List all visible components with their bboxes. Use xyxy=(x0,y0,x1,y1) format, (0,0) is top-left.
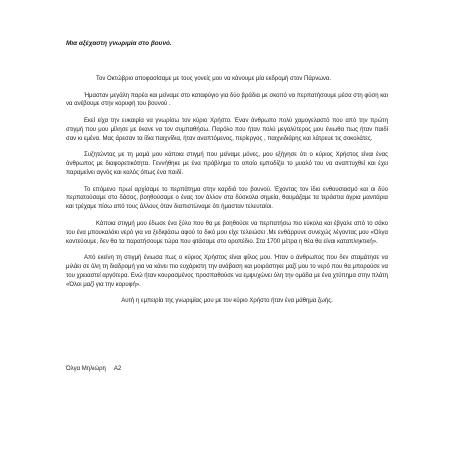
signature xyxy=(66,366,121,372)
paragraph-5: Το επόμενο πρωί αρχίσαμε το περπάτημα στην καρδιά του βουνού. Έχοντας τον ίδιο ενθουσιασμό και οι δύο περπατούσαμε στο δάσος, βοηθούσαμε ο ένας τον άλλον στα δύσκολα σημεία, θαυμάζαμε τα τεράστια άγρια μανιτάρια και τρέχαμε πίσω από τους άλλους όταν διαπιστώναμε ότι ήμασταν τελευταίοι. xyxy=(66,186,388,211)
document-body xyxy=(66,75,388,314)
paragraph-3: Εκεί είχα την ευκαιρία να γνωρίσω τον κύριο Χρήστο. Έναν άνθρωπο πολύ χαμογελαστό που από την πρώτη στιγμή που μου μίλησε με έκανε να τον συμπαθήσω. Παρόλο που ήταν πολύ μεγαλύτερος μου ένιωθα πως ήταν παιδί σαν κι εμένα. Μας άρεσαν τα ίδια παιχνίδια, ήταν αναπτόμενος, περίεργος , παιχνιδιάρης και λάτρευε τις σοκολάτες. xyxy=(66,117,388,142)
paragraph-6: Κάποια στιγμή μου έδωσε ένα ξύλο που θα με βοηθούσε να περπατήσω πιο εύκολα και έβγαλε από το σάκο του ένα μπουκαλάκι νερό για να ξεδιψάσω αφού το δικό μου είχε τελειώσει .Με ενθάρρυνε συνεχώς λέγοντας μου «Όλγα κοντεύουμε, δεν θα τα παρατήσουμε τώρα που φτάσαμε στο οροπέδιο. Στα 1700 μέτρα η θέα θα είναι καταπληκτική». xyxy=(66,220,388,245)
document-title: Μια αξέχαστη γνωριμία στο βουνό. xyxy=(66,40,172,47)
paragraph-7: Από εκείνη τη στιγμή ένιωσα πως ο κύριος Χρήστος είναι φίλος μου. Ήταν ο άνθρωπος που δεν σταμάτησε να μιλάει σε όλη τη διαδρομή για να κάνει πιο ευχάριστη την ανάβαση και μοιράστηκε μαζί μου το νερό που θα μπορούσε να του χρειαστεί αργότερα. Ενώ ήταν κουρασμένος προσπαθούσε να εμψυχώνει όλη την ομάδα με ένα χτύπημα στην πλάτη «Όλοι μαζί για την κορυφή». xyxy=(66,255,388,288)
author-name: Όλγα Μηλιώρη xyxy=(66,366,106,372)
author-class: Α2 xyxy=(113,366,122,372)
paragraph-4: Συζητώντας με τη μαμά μου κάποια στιγμή που μείναμε μόνες, μου εξήγησε ότι ο κύριος Χρήστος είναι ένας άνθρωπος με διαφορετικότητα. Γεννήθηκε με ένα πρόβλημα το οποίο εμποδίζει το μυαλό του να αναπτυχθεί και έχει παραμείνει αγνός και καλός όπως ένα παιδί. xyxy=(66,152,388,177)
paragraph-2: Ήμασταν μεγάλη παρέα και μείναμε στο καταφύγιο για δύο βράδια με σκοπό να περπατήσουμε μέσα στη φύση και να ανέβουμε στην κορυφή του βουνού . xyxy=(66,92,388,108)
paragraph-8: Αυτή η εμπειρία της γνωριμίας μου με τον κύριο Χρήστο ήταν ένα μάθημα ζωής. xyxy=(121,298,333,305)
paragraph-1: Τον Οκτώβριο αποφασίσαμε με τους γονείς μου να κάνουμε μία εκδρομή στον Πάρνωνα. xyxy=(96,76,332,82)
